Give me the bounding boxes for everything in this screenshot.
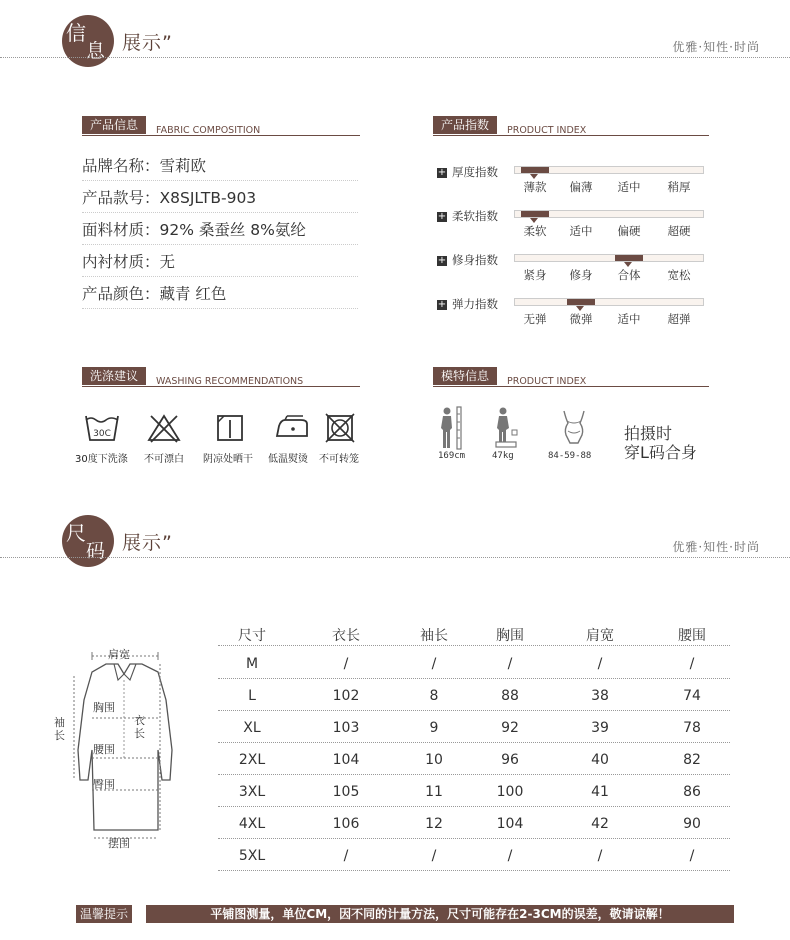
table-cell: / — [597, 656, 603, 672]
product-info-row: 产品颜色：藏青 红色 — [82, 280, 358, 309]
table-cell: 42 — [591, 816, 609, 832]
table-cell: 3XL — [238, 784, 266, 800]
table-cell: 11 — [425, 784, 443, 800]
table-cell: 106 — [332, 816, 360, 832]
table-cell: 10 — [425, 752, 443, 768]
low-iron-icon — [273, 412, 311, 444]
badge-char-2: 码 — [86, 540, 106, 562]
diagram-sleeve — [54, 716, 65, 742]
table-header: 胸围 — [496, 628, 524, 644]
plus-icon: + — [437, 254, 447, 266]
table-cell: / — [689, 656, 695, 672]
table-cell: 86 — [683, 784, 701, 800]
table-cell: 82 — [683, 752, 701, 768]
index-option: 偏薄 — [569, 180, 593, 194]
badge-char-1: 尺 — [66, 521, 86, 545]
table-cell: L — [248, 688, 256, 704]
index-option: 修身 — [569, 268, 593, 282]
product-info-en: FABRIC COMPOSITION — [156, 125, 261, 136]
product-info-row: 面料材质：92% 桑蚕丝 8%氨纶 — [82, 216, 358, 245]
index-option: 薄款 — [523, 180, 547, 194]
washing-tag: 洗涤建议 — [82, 367, 146, 385]
badge-char-2: 息 — [86, 40, 106, 62]
product-index-tag: 产品指数 — [433, 116, 497, 134]
table-cell: / — [343, 656, 349, 672]
diagram-sleeve-char-2: 长 — [54, 729, 65, 742]
index-indicator — [521, 167, 549, 173]
wash-label: 不可转笼 — [319, 454, 359, 465]
table-cell: 41 — [591, 784, 609, 800]
index-option: 宽松 — [667, 268, 691, 282]
diagram-length-char-2: 长 — [134, 727, 145, 740]
wash-label: 30度下洗涤 — [75, 454, 128, 465]
product-info-row: 内衬材质：无 — [82, 248, 358, 277]
info-section-badge — [62, 15, 114, 67]
table-cell: 8 — [429, 688, 439, 704]
table-cell: 5XL — [238, 848, 266, 864]
table-cell: 90 — [683, 816, 701, 832]
product-info-tag: 产品信息 — [82, 116, 146, 134]
table-header: 腰围 — [678, 628, 706, 644]
divider — [0, 57, 790, 58]
divider — [433, 386, 709, 387]
diagram-waist: 腰围 — [93, 743, 115, 756]
washing-header — [82, 367, 360, 387]
table-cell: / — [431, 656, 437, 672]
model-height: 169cm — [438, 451, 466, 461]
svg-text:30C: 30C — [93, 429, 111, 439]
table-cell: 102 — [332, 688, 360, 704]
size-section-title: 展示” — [122, 532, 173, 554]
divider — [82, 135, 360, 136]
table-cell: 74 — [683, 688, 701, 704]
table-cell: 2XL — [238, 752, 266, 768]
index-label-text: 柔软指数 — [452, 209, 498, 223]
table-cell: 4XL — [238, 816, 266, 832]
model-info-en: PRODUCT INDEX — [507, 376, 587, 387]
wash-label: 低温熨烫 — [268, 454, 308, 465]
index-label — [437, 208, 498, 224]
index-option: 微弹 — [569, 312, 593, 326]
plus-icon: + — [437, 210, 447, 222]
divider — [433, 135, 709, 136]
index-option: 超硬 — [667, 224, 691, 238]
badge-char-1: 信 — [66, 21, 86, 45]
diagram-hip: 臀围 — [93, 778, 115, 791]
table-cell: / — [689, 848, 695, 864]
index-option: 紧身 — [523, 268, 547, 282]
table-cell: 100 — [496, 784, 524, 800]
table-cell: / — [507, 656, 513, 672]
index-label — [437, 296, 498, 312]
index-option: 合体 — [617, 268, 641, 282]
info-section-header — [0, 0, 790, 70]
shade-dry-icon — [214, 412, 246, 444]
model-note — [624, 424, 697, 462]
footer-tag: 温馨提示 — [76, 905, 132, 923]
table-cell: 92 — [501, 720, 519, 736]
no-bleach-icon — [146, 412, 182, 444]
wash-label: 阴凉处晒干 — [203, 454, 253, 465]
table-cell: 9 — [429, 720, 439, 736]
table-cell: 40 — [591, 752, 609, 768]
table-row-divider — [218, 838, 730, 839]
index-bar — [514, 298, 704, 306]
table-header: 尺寸 — [238, 628, 266, 644]
table-header: 袖长 — [420, 628, 448, 644]
index-label-text: 弹力指数 — [452, 297, 498, 311]
table-cell: / — [343, 848, 349, 864]
table-header: 衣长 — [332, 628, 360, 644]
index-option: 柔软 — [523, 224, 547, 238]
table-cell: / — [597, 848, 603, 864]
product-index-header — [433, 116, 709, 136]
table-cell: 38 — [591, 688, 609, 704]
plus-icon: + — [437, 298, 447, 310]
table-header: 肩宽 — [586, 628, 614, 644]
product-info-row: 产品款号：X8SJLTB-903 — [82, 184, 358, 213]
diagram-shoulder: 肩宽 — [108, 648, 130, 661]
table-row-divider — [218, 742, 730, 743]
index-bar — [514, 166, 704, 174]
table-row-divider — [218, 806, 730, 807]
index-label-text: 厚度指数 — [452, 165, 498, 179]
index-option: 适中 — [569, 224, 593, 238]
index-indicator — [615, 255, 643, 261]
model-note-line-1: 拍摄时 — [624, 424, 673, 443]
table-cell: / — [431, 848, 437, 864]
footer-note: 平铺图测量，单位CM，因不同的计量方法，尺寸可能存在2-3CM的误差，敬请谅解！ — [146, 905, 734, 923]
table-cell: XL — [243, 720, 261, 736]
index-option: 超弹 — [667, 312, 691, 326]
diagram-length — [134, 714, 145, 740]
table-cell: 12 — [425, 816, 443, 832]
diagram-length-char-1: 衣 — [134, 714, 145, 727]
model-note-line-2: 穿L码合身 — [624, 443, 697, 462]
product-info-row: 品牌名称：雪莉欧 — [82, 152, 358, 181]
diagram-chest: 胸围 — [93, 701, 115, 714]
table-row-divider — [218, 678, 730, 679]
info-section-tagline: 优雅·知性·时尚 — [672, 40, 760, 54]
table-cell: 96 — [501, 752, 519, 768]
index-indicator — [521, 211, 549, 217]
index-bar — [514, 254, 704, 262]
index-label-text: 修身指数 — [452, 253, 498, 267]
index-option: 适中 — [617, 180, 641, 194]
table-cell: 105 — [332, 784, 360, 800]
weight-icon — [493, 406, 519, 450]
table-cell: / — [507, 848, 513, 864]
index-option: 无弹 — [523, 312, 547, 326]
table-cell: 78 — [683, 720, 701, 736]
divider — [0, 557, 790, 558]
index-indicator — [567, 299, 595, 305]
product-index-en: PRODUCT INDEX — [507, 125, 587, 136]
table-row-divider — [218, 870, 730, 871]
body-measure-icon — [560, 409, 588, 445]
divider — [218, 645, 730, 646]
diagram-hem: 摆围 — [108, 837, 130, 850]
index-bar — [514, 210, 704, 218]
model-info-tag: 模特信息 — [433, 367, 497, 385]
wash-30-icon — [84, 412, 120, 444]
plus-icon: + — [437, 166, 447, 178]
size-section-tagline: 优雅·知性·时尚 — [672, 540, 760, 554]
table-row-divider — [218, 710, 730, 711]
size-section-header — [0, 500, 790, 570]
model-weight: 47kg — [492, 451, 514, 461]
index-option: 适中 — [617, 312, 641, 326]
table-cell: 104 — [332, 752, 360, 768]
product-info-header — [82, 116, 360, 136]
model-info-header — [433, 367, 709, 387]
garment-diagram — [58, 640, 188, 860]
table-cell: 39 — [591, 720, 609, 736]
divider — [82, 386, 360, 387]
index-option: 偏硬 — [617, 224, 641, 238]
table-row-divider — [218, 774, 730, 775]
diagram-sleeve-char-1: 袖 — [54, 716, 65, 729]
washing-en: WASHING RECOMMENDATIONS — [156, 376, 304, 387]
wash-label: 不可漂白 — [144, 454, 184, 465]
model-measurements: 84-59-88 — [548, 451, 592, 461]
table-cell: 104 — [496, 816, 524, 832]
height-icon — [438, 406, 464, 450]
index-label — [437, 164, 498, 180]
table-cell: M — [245, 656, 259, 672]
table-cell: 103 — [332, 720, 360, 736]
size-section-badge — [62, 515, 114, 567]
no-tumble-dry-icon — [324, 412, 356, 444]
info-section-title: 展示” — [122, 32, 173, 54]
index-label — [437, 252, 498, 268]
table-cell: 88 — [501, 688, 519, 704]
index-option: 稍厚 — [667, 180, 691, 194]
